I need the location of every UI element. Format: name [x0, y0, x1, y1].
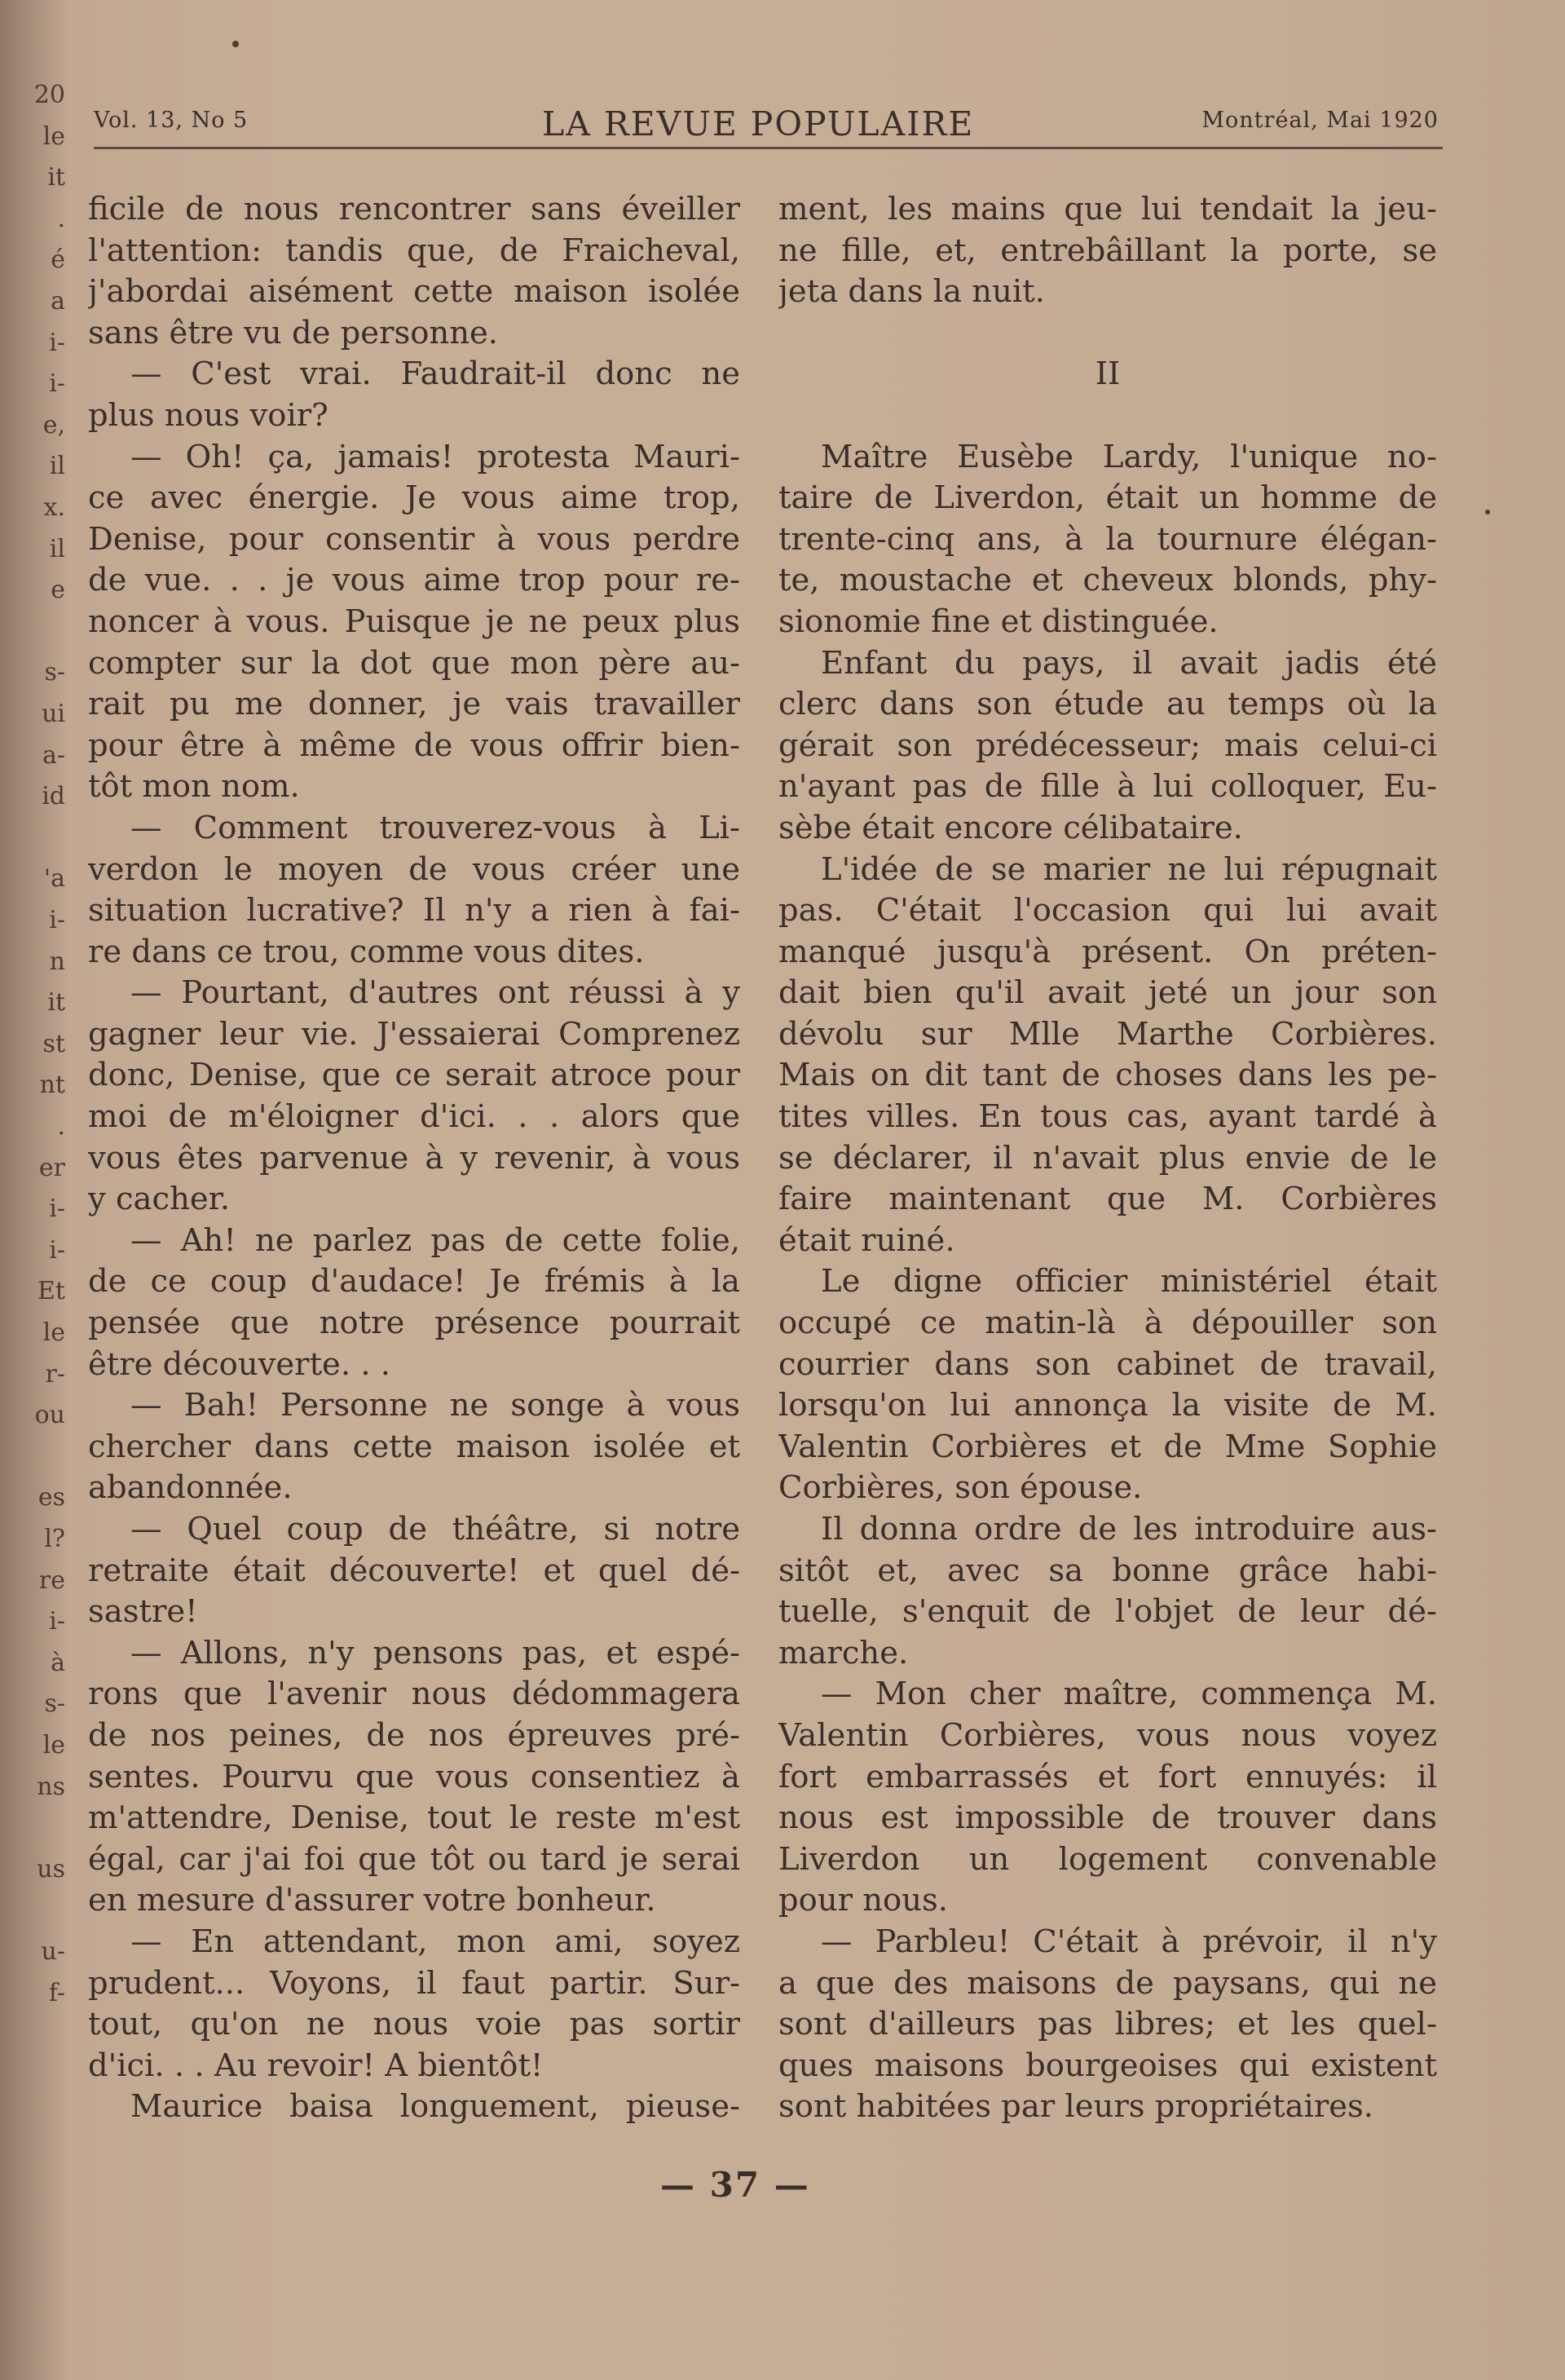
right-column	[778, 189, 1437, 2128]
text-line: pour être à même de vous offrir bien-	[88, 726, 740, 764]
gutter-fragment	[0, 824, 65, 852]
gutter-fragment: er	[38, 1154, 65, 1182]
text-line: ques maisons bourgeoises qui existent	[778, 2047, 1437, 2084]
gutter-fragment: f-	[48, 1979, 65, 2007]
text-line: Corbières, son épouse.	[778, 1469, 1143, 1507]
gutter-fragment: re	[38, 1566, 65, 1595]
text-line: noncer à vous. Puisque je ne peux plus	[88, 603, 740, 640]
gutter-fragment: st	[42, 1030, 65, 1058]
text-line: — Comment trouverez-vous à Li-	[130, 809, 740, 846]
text-line: ne fille, et, entrebâillant la porte, se	[778, 232, 1437, 269]
print-speck	[232, 41, 239, 47]
text-line: pas. C'était l'occasion qui lui avait	[778, 892, 1437, 929]
text-line: tuelle, s'enquit de l'objet de leur dé-	[778, 1593, 1437, 1631]
text-line: sèbe était encore célibataire.	[778, 809, 1243, 846]
text-line: prudent... Voyons, il faut partir. Sur-	[88, 1964, 740, 2002]
left-column	[88, 189, 740, 2128]
gutter-fragment: s-	[44, 659, 65, 687]
text-line: compter sur la dot que mon père au-	[88, 644, 740, 682]
text-line: ce avec énergie. Je vous aime trop,	[88, 479, 740, 517]
text-line: situation lucrative? Il n'y a rien à fai-	[88, 892, 740, 929]
text-line: de vue. . . je vous aime trop pour re-	[88, 562, 740, 599]
text-line: gagner leur vie. J'essaierai Comprenez	[88, 1015, 740, 1053]
gutter-fragment: r-	[45, 1360, 65, 1389]
text-line: n'ayant pas de fille à lui colloquer, Eu-	[778, 768, 1437, 806]
gutter-fragment: n	[49, 947, 65, 976]
text-line: donc, Denise, que ce serait atroce pour	[88, 1057, 740, 1094]
text-line: d'ici. . . Au revoir! A bientôt!	[88, 2047, 544, 2084]
text-line: fort embarrassés et fort ennuyés: il	[778, 1758, 1437, 1795]
text-line: Denise, pour consentir à vous perdre	[88, 520, 740, 558]
gutter-fragment: i-	[49, 329, 65, 357]
text-line: Valentin Corbières, vous nous voyez	[778, 1716, 1437, 1754]
text-line: chercher dans cette maison isolée et	[88, 1428, 740, 1465]
text-line: Mais on dit tant de choses dans les pe-	[778, 1057, 1437, 1094]
text-line: — Ah! ne parlez pas de cette folie,	[130, 1221, 740, 1259]
gutter-fragment: 20	[33, 82, 65, 109]
text-line: — Oh! ça, jamais! protesta Mauri-	[130, 438, 740, 475]
text-line: rons que l'avenir nous dédommagera	[88, 1676, 740, 1713]
text-line: — C'est vrai. Faudrait-il donc ne	[130, 355, 740, 393]
text-line: pensée que notre présence pourrait	[88, 1305, 740, 1342]
gutter-fragment: le	[42, 1732, 65, 1760]
text-line: Enfant du pays, il avait jadis été	[821, 644, 1437, 682]
gutter-fragment: e,	[42, 411, 65, 439]
text-line: Liverdon un logement convenable	[778, 1840, 1437, 1878]
text-line: retraite était découverte! et quel dé-	[88, 1552, 740, 1589]
text-line: l'attention: tandis que, de Fraicheval,	[88, 232, 740, 269]
text-line: nous est impossible de trouver dans	[778, 1799, 1437, 1837]
text-line: de nos peines, de nos épreuves pré-	[88, 1716, 740, 1754]
text-line: sans être vu de personne.	[88, 314, 499, 351]
text-line: ment, les mains que lui tendait la jeu-	[778, 191, 1437, 227]
text-line: ficile de nous rencontrer sans éveiller	[88, 191, 740, 227]
text-line: m'attendre, Denise, tout le reste m'est	[88, 1799, 740, 1837]
text-line: marche.	[778, 1634, 909, 1671]
text-line: re dans ce trou, comme vous dites.	[88, 933, 645, 970]
gutter-fragment: le	[42, 1319, 65, 1347]
gutter-fragment: il	[49, 535, 65, 563]
gutter-fragment	[0, 1896, 65, 1924]
gutter-fragment: ns	[37, 1773, 65, 1801]
text-line: abandonnée.	[88, 1469, 293, 1507]
text-line: pour nous.	[778, 1882, 949, 1919]
text-line: tout, qu'on ne nous voie pas sortir	[88, 2006, 740, 2043]
gutter-fragment: e	[51, 576, 65, 605]
text-line: gérait son prédécesseur; mais celui-ci	[778, 726, 1437, 764]
gutter-fragment: i-	[49, 1608, 65, 1636]
text-line: en mesure d'assurer votre bonheur.	[88, 1882, 656, 1919]
gutter-fragment: ui	[42, 700, 65, 728]
text-line: dévolu sur Mlle Marthe Corbières.	[778, 1015, 1437, 1053]
text-line: tôt mon nom.	[88, 768, 300, 806]
gutter-fragment: .	[57, 205, 65, 233]
gutter-fragment: es	[37, 1484, 65, 1512]
gutter-fragment	[0, 618, 65, 646]
text-line: sastre!	[88, 1593, 198, 1631]
text-line: Le digne officier ministériel était	[821, 1263, 1437, 1300]
gutter-fragment: id	[42, 783, 65, 811]
print-speck	[1485, 510, 1490, 514]
text-line: Valentin Corbières et de Mme Sophie	[778, 1428, 1437, 1465]
text-line: moi de m'éloigner d'ici. . . alors que	[88, 1098, 740, 1136]
text-line: Maître Eusèbe Lardy, l'unique no-	[821, 438, 1437, 475]
gutter-fragment: x.	[43, 494, 65, 522]
publication-title: LA REVUE POPULAIRE	[542, 104, 975, 144]
adjacent-page-margin	[0, 0, 65, 2380]
gutter-fragment: nt	[39, 1071, 65, 1100]
gutter-fragment: it	[47, 989, 65, 1018]
spacer	[778, 313, 1437, 355]
text-line: — Pourtant, d'autres ont réussi à y	[130, 974, 740, 1012]
gutter-fragment: il	[49, 453, 65, 481]
text-line: se déclarer, il n'avait plus envie de le	[778, 1139, 1437, 1177]
text-line: clerc dans son étude au temps où la	[778, 686, 1437, 723]
text-line: jeta dans la nuit.	[778, 273, 1045, 311]
text-line: sont habitées par leurs propriétaires.	[778, 2088, 1374, 2126]
text-line: verdon le moyen de vous créer une	[88, 850, 740, 888]
gutter-fragment: a-	[42, 741, 65, 770]
text-line: sont d'ailleurs pas libres; et les quel-	[778, 2006, 1437, 2043]
text-line: sentes. Pourvu que vous consentiez à	[88, 1758, 740, 1795]
text-line: L'idée de se marier ne lui répugnait	[821, 850, 1437, 888]
gutter-fragment: i-	[49, 907, 65, 934]
text-line: était ruiné.	[778, 1221, 955, 1259]
gutter-fragment: it	[47, 164, 65, 192]
gutter-fragment: i-	[49, 1195, 65, 1224]
text-line: trente-cinq ans, à la tournure élégan-	[778, 520, 1437, 558]
gutter-fragment: 'a	[43, 865, 65, 894]
text-line: être découverte. . .	[88, 1345, 391, 1383]
text-line: faire maintenant que M. Corbières	[778, 1181, 1437, 1218]
gutter-fragment: a	[51, 288, 65, 316]
gutter-fragment: s-	[44, 1690, 65, 1719]
text-line: de ce coup d'audace! Je frémis à la	[88, 1263, 740, 1300]
text-line: y cacher.	[88, 1181, 231, 1218]
text-line: courrier dans son cabinet de travail,	[778, 1345, 1437, 1383]
page-number: — 37 —	[660, 2165, 810, 2205]
text-line: sionomie fine et distinguée.	[778, 603, 1219, 640]
text-line: occupé ce matin-là à dépouiller son	[778, 1305, 1437, 1342]
text-line: tites villes. En tous cas, ayant tardé à	[778, 1098, 1437, 1136]
text-line: dait bien qu'il avait jeté un jour son	[778, 974, 1437, 1012]
gutter-fragment: le	[42, 122, 65, 151]
running-header	[94, 104, 1439, 153]
gutter-fragment: Et	[37, 1278, 65, 1306]
gutter-fragment: .	[57, 1113, 65, 1141]
text-line: plus nous voir?	[88, 396, 328, 434]
text-line: rait pu me donner, je vais travailler	[88, 686, 740, 723]
text-line: Maurice baisa longuement, pieuse-	[130, 2088, 740, 2126]
text-line: Il donna ordre de les introduire aus-	[821, 1511, 1437, 1548]
text-line: — Bah! Personne ne songe à vous	[130, 1387, 740, 1424]
gutter-fragment: à	[51, 1649, 65, 1677]
gutter-fragment	[0, 1814, 65, 1842]
text-line: a que des maisons de paysans, qui ne	[778, 1964, 1437, 2002]
text-line: lorsqu'on lui annonça la visite de M.	[778, 1387, 1437, 1424]
text-line: j'abordai aisément cette maison isolée	[88, 273, 740, 311]
volume-number: Vol. 13, No 5	[94, 108, 249, 133]
text-line: te, moustache et cheveux blonds, phy-	[778, 562, 1437, 599]
section-heading: II	[1095, 355, 1121, 393]
text-line: manqué jusqu'à présent. On préten-	[778, 933, 1437, 970]
gutter-fragment: é	[51, 246, 65, 275]
gutter-fragment: i-	[49, 370, 65, 399]
gutter-fragment: us	[37, 1855, 65, 1883]
text-line: sitôt et, avec sa bonne grâce habi-	[778, 1552, 1437, 1589]
text-line: taire de Liverdon, était un homme de	[778, 479, 1437, 517]
header-rule	[94, 147, 1443, 149]
gutter-fragment: ou	[34, 1402, 65, 1430]
text-line: — Quel coup de théâtre, si notre	[130, 1511, 740, 1548]
text-line: — En attendant, mon ami, soyez	[130, 1923, 740, 1960]
gutter-fragment: l?	[44, 1526, 65, 1553]
text-line: vous êtes parvenue à y revenir, à vous	[88, 1139, 740, 1177]
text-line: — Allons, n'y pensons pas, et espé-	[130, 1634, 740, 1671]
spacer	[778, 395, 1437, 437]
place-and-date: Montréal, Mai 1920	[1201, 108, 1439, 133]
text-line: égal, car j'ai foi que tôt ou tard je serai	[88, 1840, 740, 1878]
gutter-fragment	[0, 1443, 65, 1471]
gutter-fragment: u-	[41, 1938, 65, 1966]
text-line: — Parbleu! C'était à prévoir, il n'y	[821, 1923, 1437, 1960]
text-line: — Mon cher maître, commença M.	[821, 1676, 1437, 1713]
gutter-fragment: i-	[49, 1236, 65, 1265]
